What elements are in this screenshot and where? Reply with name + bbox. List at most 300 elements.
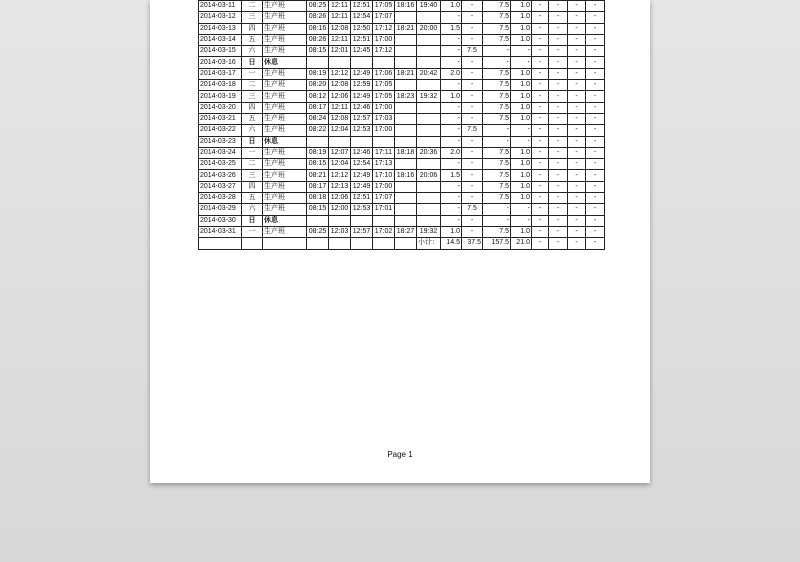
table-cell: - [549,170,568,181]
table-cell: 1.5 [441,23,462,34]
table-cell: 2014-03-14 [199,34,242,45]
table-cell [395,204,417,215]
table-cell: 2014-03-20 [199,102,242,113]
table-cell [417,80,441,91]
table-cell: 18:18 [395,147,417,158]
table-cell: 12:12 [329,68,351,79]
table-cell: 12:53 [351,204,373,215]
table-cell: - [549,12,568,23]
table-row [199,91,605,102]
table-cell: 生产班 [263,23,307,34]
table-row [199,125,605,136]
table-row [199,193,605,204]
table-cell: 17:03 [373,113,395,124]
table-cell: - [568,113,586,124]
table-cell: 08:25 [307,226,329,237]
table-cell: 生产班 [263,193,307,204]
table-cell: 17:00 [373,34,395,45]
table-cell [417,136,441,147]
subtotal-label: 小计： [417,238,441,249]
table-cell: - [462,68,483,79]
table-cell: 1.0 [511,102,532,113]
table-cell: 12:57 [351,226,373,237]
table-cell: 12:04 [329,125,351,136]
table-cell: 08:20 [307,80,329,91]
table-cell: 1.0 [511,34,532,45]
table-cell [329,57,351,68]
table-cell: 2014-03-22 [199,125,242,136]
table-cell: - [586,113,605,124]
table-cell: 1.0 [441,91,462,102]
table-cell: 7.5 [483,1,511,12]
table-cell: - [462,91,483,102]
table-cell: 2014-03-16 [199,57,242,68]
table-cell: 12:49 [351,181,373,192]
table-cell: 7.5 [483,23,511,34]
table-cell: 12:11 [329,102,351,113]
empty-cell [263,238,307,249]
table-cell: - [549,193,568,204]
subtotal-value: - [532,238,549,249]
table-row [199,136,605,147]
table-cell: 12:08 [329,23,351,34]
table-cell: 08:26 [307,34,329,45]
table-cell: - [483,125,511,136]
table-cell: 17:05 [373,1,395,12]
table-cell: 12:51 [351,193,373,204]
table-cell: 2014-03-11 [199,1,242,12]
table-cell: 12:51 [351,34,373,45]
table-cell [417,181,441,192]
table-cell: 08:15 [307,46,329,57]
table-cell: - [441,159,462,170]
table-cell [373,136,395,147]
table-row [199,1,605,12]
table-cell: - [586,181,605,192]
table-cell: 08:26 [307,12,329,23]
table-cell: 一 [242,147,263,158]
table-cell: - [532,147,549,158]
table-cell: - [462,80,483,91]
table-cell: - [586,34,605,45]
table-cell: 2014-03-28 [199,193,242,204]
table-cell: - [586,68,605,79]
table-cell: - [532,181,549,192]
table-cell: - [568,136,586,147]
table-cell: 六 [242,125,263,136]
table-cell: 生产班 [263,125,307,136]
table-cell [395,136,417,147]
table-cell [395,12,417,23]
table-cell: - [483,204,511,215]
table-cell: 1.0 [511,181,532,192]
table-cell: 12:08 [329,80,351,91]
table-cell: - [441,215,462,226]
table-cell: - [549,57,568,68]
table-cell: - [462,12,483,23]
table-cell: - [586,46,605,57]
table-cell: 7.5 [483,91,511,102]
table-cell: 日 [242,57,263,68]
table-cell: 2014-03-18 [199,80,242,91]
table-cell: - [568,91,586,102]
table-cell [395,113,417,124]
table-cell: 7.5 [483,181,511,192]
table-cell: 7.5 [483,226,511,237]
table-cell: 08:24 [307,113,329,124]
table-cell: - [568,125,586,136]
table-cell [417,12,441,23]
table-cell: 12:50 [351,23,373,34]
table-cell: 20:00 [417,23,441,34]
table-cell: - [441,34,462,45]
table-cell: 17:00 [373,125,395,136]
table-row [199,147,605,158]
table-cell: 2.0 [441,68,462,79]
table-cell: 休息 [263,215,307,226]
table-cell: 1.0 [511,226,532,237]
table-cell: 12:45 [351,46,373,57]
table-row [199,80,605,91]
table-cell: - [549,204,568,215]
table-cell: - [511,204,532,215]
table-row [199,57,605,68]
table-cell: 生产班 [263,68,307,79]
table-cell: - [441,181,462,192]
table-cell: 18:21 [395,68,417,79]
table-cell: 7.5 [483,102,511,113]
table-cell: - [568,102,586,113]
table-cell: 17:11 [373,147,395,158]
table-cell: 12:54 [351,12,373,23]
table-cell: - [549,68,568,79]
table-cell [307,136,329,147]
empty-cell [351,238,373,249]
table-cell: 08:19 [307,147,329,158]
table-cell: - [586,147,605,158]
table-cell: - [549,215,568,226]
table-cell: 7.5 [462,46,483,57]
table-cell: - [511,136,532,147]
table-cell: 生产班 [263,102,307,113]
table-cell: 二 [242,159,263,170]
table-cell: 7.5 [462,125,483,136]
table-cell [417,193,441,204]
table-cell: - [441,80,462,91]
table-cell [395,34,417,45]
table-cell: 12:11 [329,34,351,45]
table-cell: 7.5 [483,193,511,204]
table-cell: - [586,159,605,170]
table-cell: - [532,1,549,12]
table-cell: 17:13 [373,159,395,170]
table-cell: 1.0 [441,1,462,12]
table-cell: 生产班 [263,12,307,23]
table-cell: 1.0 [511,170,532,181]
table-cell: 2014-03-25 [199,159,242,170]
table-cell: - [586,102,605,113]
table-cell: 1.0 [511,159,532,170]
table-cell: 1.0 [511,193,532,204]
table-cell: - [549,46,568,57]
table-cell: 日 [242,215,263,226]
table-cell: 7.5 [462,204,483,215]
table-cell: 2014-03-12 [199,12,242,23]
table-cell [307,57,329,68]
empty-cell [199,238,242,249]
table-cell: 生产班 [263,226,307,237]
subtotal-value: 157.5 [483,238,511,249]
table-cell [307,215,329,226]
table-cell: 17:05 [373,91,395,102]
table-cell: - [462,34,483,45]
table-cell: - [549,113,568,124]
table-cell: - [568,159,586,170]
table-cell: - [532,68,549,79]
table-cell: 1.0 [441,226,462,237]
table-cell [417,204,441,215]
table-cell [351,57,373,68]
table-cell: 休息 [263,57,307,68]
table-cell: 12:49 [351,68,373,79]
table-cell: - [532,215,549,226]
table-cell: - [532,159,549,170]
table-row [199,226,605,237]
table-cell: 1.0 [511,113,532,124]
table-cell: - [568,204,586,215]
table-cell: 17:12 [373,46,395,57]
table-cell: 12:13 [329,181,351,192]
table-row [199,170,605,181]
table-cell: - [462,147,483,158]
table-cell: 五 [242,34,263,45]
table-cell [395,159,417,170]
table-cell: - [462,102,483,113]
table-cell: - [441,57,462,68]
table-row [199,68,605,79]
table-cell [417,113,441,124]
table-cell [395,193,417,204]
table-cell: 12:46 [351,147,373,158]
table-cell: - [549,226,568,237]
empty-cell [395,238,417,249]
table-cell: 08:19 [307,68,329,79]
table-cell: - [532,170,549,181]
table-cell [395,215,417,226]
table-cell: 六 [242,46,263,57]
table-row [199,113,605,124]
table-cell: 7.5 [483,12,511,23]
table-cell: - [586,57,605,68]
table-cell: - [568,147,586,158]
table-cell: - [586,23,605,34]
table-cell: 17:10 [373,170,395,181]
table-cell: 7.5 [483,170,511,181]
table-cell: 1.0 [511,80,532,91]
table-cell: - [483,136,511,147]
table-cell: - [532,23,549,34]
table-cell: - [586,12,605,23]
table-cell: 7.5 [483,113,511,124]
table-cell [395,181,417,192]
table-cell: 生产班 [263,181,307,192]
table-cell: - [586,215,605,226]
table-cell [395,46,417,57]
table-cell: 五 [242,193,263,204]
table-cell: - [483,46,511,57]
subtotal-value: 14.5 [441,238,462,249]
table-cell: 生产班 [263,46,307,57]
table-cell [329,136,351,147]
table-cell: 08:18 [307,193,329,204]
table-cell: 08:17 [307,102,329,113]
table-cell: - [568,46,586,57]
table-cell: 12:00 [329,204,351,215]
table-cell: 日 [242,136,263,147]
table-cell: 17:01 [373,204,395,215]
table-cell: - [532,113,549,124]
table-cell: 17:06 [373,68,395,79]
table-cell: - [586,91,605,102]
table-cell: - [532,57,549,68]
table-cell: 20:36 [417,147,441,158]
table-cell: 2014-03-19 [199,91,242,102]
table-cell [417,46,441,57]
table-cell: - [441,102,462,113]
table-cell: 18:23 [395,91,417,102]
empty-cell [373,238,395,249]
table-cell: 三 [242,91,263,102]
table-cell: - [532,34,549,45]
table-cell: 1.0 [511,23,532,34]
table-cell: 2014-03-23 [199,136,242,147]
table-cell: 7.5 [483,147,511,158]
table-cell: - [549,181,568,192]
table-cell: - [462,193,483,204]
table-cell: 二 [242,80,263,91]
table-cell [351,215,373,226]
table-cell: 1.0 [511,68,532,79]
subtotal-value: - [549,238,568,249]
table-cell: 生产班 [263,204,307,215]
table-cell: 2014-03-15 [199,46,242,57]
table-cell: 17:02 [373,226,395,237]
table-cell: 1.0 [511,1,532,12]
table-cell: 12:03 [329,226,351,237]
table-cell: 12:51 [351,1,373,12]
table-cell: - [586,226,605,237]
table-cell: - [549,147,568,158]
table-cell: 17:07 [373,12,395,23]
table-cell: - [462,170,483,181]
table-cell: 18:16 [395,170,417,181]
table-cell: 12:49 [351,170,373,181]
table-row [199,159,605,170]
table-cell: - [511,215,532,226]
table-cell: - [441,136,462,147]
table-cell: 08:12 [307,91,329,102]
table-cell: 17:00 [373,181,395,192]
table-cell: - [549,80,568,91]
table-cell: 12:12 [329,170,351,181]
table-cell: 12:11 [329,1,351,12]
table-row [199,23,605,34]
table-cell: - [511,57,532,68]
table-cell: 四 [242,102,263,113]
table-cell: 19:40 [417,1,441,12]
table-cell: 2014-03-31 [199,226,242,237]
table-cell: 17:12 [373,23,395,34]
table-cell: - [568,226,586,237]
table-cell: - [462,226,483,237]
table-cell: - [568,181,586,192]
table-cell: - [586,204,605,215]
table-cell: - [586,193,605,204]
table-cell: - [568,193,586,204]
table-cell [395,80,417,91]
table-cell: - [462,113,483,124]
table-cell: - [568,170,586,181]
table-cell [417,159,441,170]
table-cell: 一 [242,226,263,237]
table-cell: - [532,226,549,237]
table-cell: 08:22 [307,125,329,136]
table-cell: - [462,181,483,192]
table-cell: 18:27 [395,226,417,237]
table-cell: 生产班 [263,147,307,158]
table-cell [417,102,441,113]
table-cell: - [549,159,568,170]
table-cell: 四 [242,181,263,192]
table-cell: 12:04 [329,159,351,170]
table-cell: 17:05 [373,80,395,91]
table-cell [373,215,395,226]
table-cell: 7.5 [483,80,511,91]
table-row [199,46,605,57]
table-cell: 12:54 [351,159,373,170]
table-cell: - [532,125,549,136]
table-cell: 20:06 [417,170,441,181]
table-row [199,34,605,45]
table-cell: 12:57 [351,113,373,124]
table-cell: - [586,1,605,12]
table-cell: 生产班 [263,91,307,102]
table-cell: 1.0 [511,91,532,102]
table-cell: - [586,170,605,181]
table-cell: 19:32 [417,91,441,102]
table-cell: - [462,159,483,170]
table-row [199,12,605,23]
table-cell: 12:49 [351,91,373,102]
table-cell: - [549,34,568,45]
table-cell: - [511,125,532,136]
table-cell [417,125,441,136]
table-cell: 2014-03-26 [199,170,242,181]
table-cell: - [568,80,586,91]
table-cell: 1.0 [511,147,532,158]
table-cell: - [441,46,462,57]
empty-cell [329,238,351,249]
table-cell: 19:32 [417,226,441,237]
table-cell: 08:17 [307,181,329,192]
empty-cell [307,238,329,249]
table-cell: - [532,102,549,113]
table-cell: 三 [242,12,263,23]
table-cell: 2014-03-17 [199,68,242,79]
table-cell: - [532,91,549,102]
table-row [199,215,605,226]
table-cell: - [441,204,462,215]
